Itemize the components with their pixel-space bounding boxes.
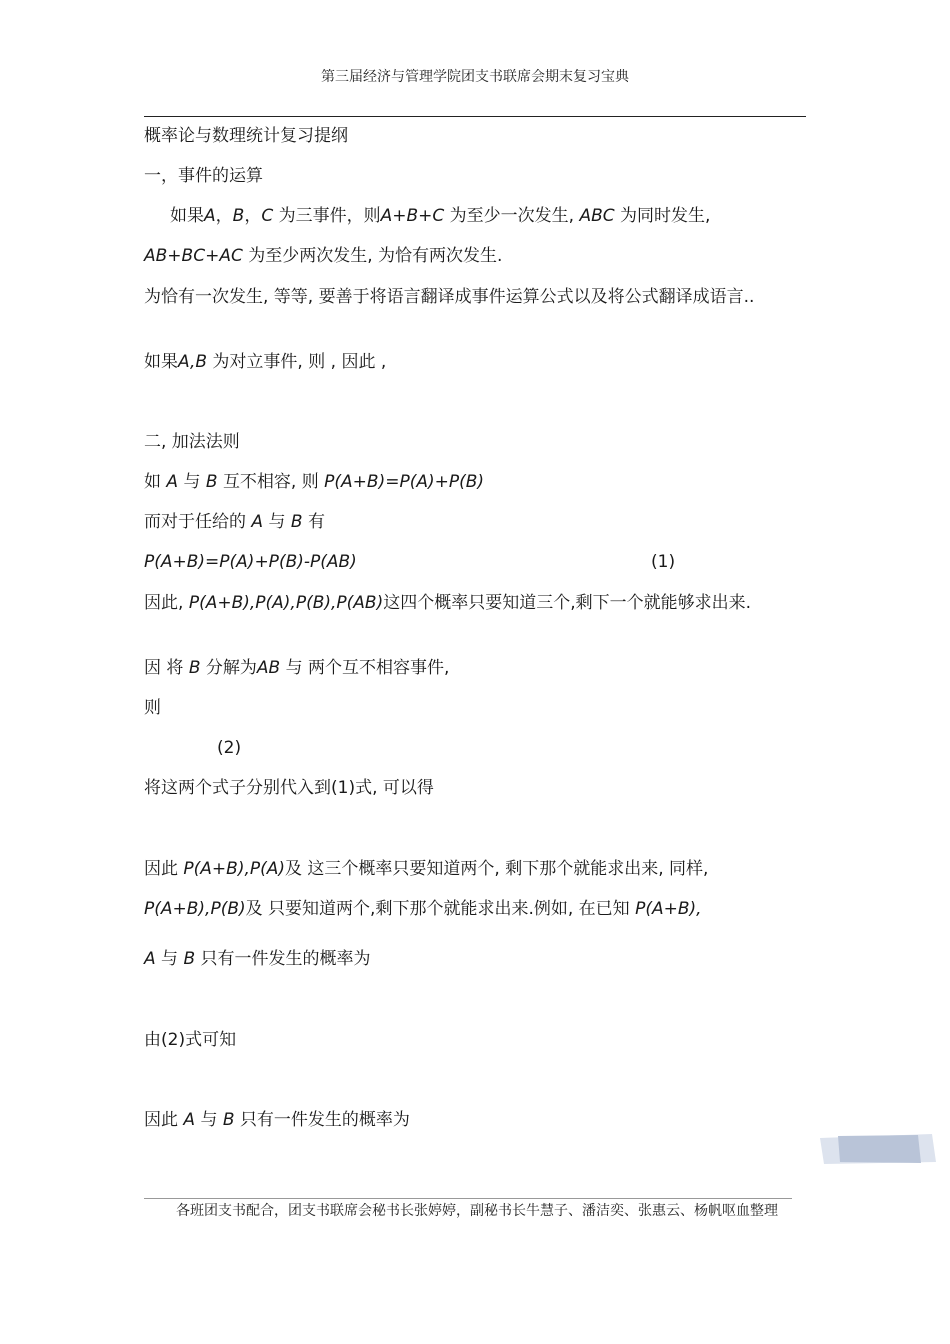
text: 为三事件，则 (278, 206, 381, 226)
text: 及 只要知道两个,剩下那个就能求出来.例如, 在已知 (245, 899, 630, 919)
math: B (222, 1110, 235, 1130)
text: 分解为 (205, 658, 257, 678)
math: B (232, 206, 245, 226)
math: A (183, 1110, 196, 1130)
text: 与 (183, 472, 201, 492)
text: 与 (268, 512, 286, 532)
s1-paragraph-1 (170, 205, 710, 227)
text: 因 将 (144, 658, 184, 678)
math: A (204, 206, 216, 226)
text: 因此, (144, 593, 184, 613)
s2-line-8: 将这两个式子分别代入到(1)式, 可以得 (144, 778, 434, 798)
text: 与 两个互不相容事件, (285, 658, 450, 678)
s2-line-6: 则 (144, 698, 161, 718)
math: AB+BC+AC (144, 246, 243, 266)
text: 这四个概率只要知道三个,剩下一个就能够求出来. (383, 593, 752, 613)
math: P(A+B)=P(A)+P(B) (324, 472, 485, 492)
math: P(A+B),P(A) (183, 859, 286, 879)
text: ， (244, 206, 262, 226)
math: B (183, 949, 196, 969)
text: 及 这三个概率只要知道两个, 剩下那个就能求出来, 同样, (285, 859, 709, 879)
math: A (144, 949, 156, 969)
text: 为至少两次发生, 为恰有两次发生. (248, 246, 503, 266)
text: 与 (161, 949, 179, 969)
math: AB (256, 658, 281, 678)
page-footer: 各班团支书配合，团支书联席会秘书长张婷婷，副秘书长牛慧子、潘洁奕、张惠云、杨帆呕血整理 (176, 1203, 778, 1219)
section-1-heading: 一，事件的运算 (144, 166, 263, 186)
s2-line-4 (144, 591, 806, 615)
text: 而对于任给的 (144, 512, 246, 532)
math: A+B+C (380, 206, 445, 226)
header-rule (144, 116, 806, 117)
math: ABC (579, 206, 615, 226)
s1-paragraph-4 (144, 351, 386, 373)
text: 只有一件发生的概率为 (200, 949, 371, 969)
math: B (188, 658, 201, 678)
equation-number: (1) (651, 552, 676, 572)
s2-equation-1 (144, 551, 806, 573)
math: A,B (178, 352, 208, 372)
math: P(A+B), (635, 899, 702, 919)
math: P(A+B),P(B) (144, 899, 246, 919)
equation-number: (2) (217, 738, 242, 758)
text: 与 (200, 1110, 218, 1130)
footer-rule (144, 1198, 792, 1199)
text: 为同时发生, (620, 206, 711, 226)
s1-paragraph-2 (144, 245, 502, 267)
text: 因此 (144, 1110, 178, 1130)
doc-title: 概率论与数理统计复习提纲 (144, 126, 348, 146)
math: P(A+B)=P(A)+P(B)-P(AB) (144, 552, 357, 572)
math: C (261, 206, 274, 226)
math: A (251, 512, 264, 532)
math: P(A+B),P(A),P(B),P(AB) (188, 593, 384, 613)
decorative-ribbon-icon (820, 1132, 936, 1166)
s2-line-10 (144, 898, 702, 920)
s2-line-13 (144, 1109, 410, 1131)
section-2-heading: 二, 加法法则 (144, 432, 240, 452)
text: 只有一件发生的概率为 (239, 1110, 410, 1130)
s2-line-1 (144, 471, 484, 493)
math: A (166, 472, 179, 492)
s1-paragraph-3: 为恰有一次发生, 等等, 要善于将语言翻译成事件运算公式以及将公式翻译成语言.. (144, 287, 755, 307)
text: 如 (144, 472, 161, 492)
math: B (290, 512, 303, 532)
s2-line-9 (144, 858, 708, 880)
math: B (205, 472, 218, 492)
s2-line-2 (144, 511, 325, 533)
text: 如果 (144, 352, 178, 372)
s2-line-11 (144, 948, 371, 970)
text: ， (215, 206, 233, 226)
s2-line-5 (144, 657, 449, 679)
s2-line-12: 由(2)式可知 (144, 1030, 237, 1050)
text: 为至少一次发生, (449, 206, 575, 226)
text: 有 (307, 512, 325, 532)
page-header: 第三届经济与管理学院团支书联席会期末复习宝典 (321, 69, 629, 85)
text: 互不相容, 则 (222, 472, 319, 492)
text: 如果 (170, 206, 204, 226)
text: 因此 (144, 859, 178, 879)
text: 为对立事件, 则 , 因此 , (212, 352, 387, 372)
